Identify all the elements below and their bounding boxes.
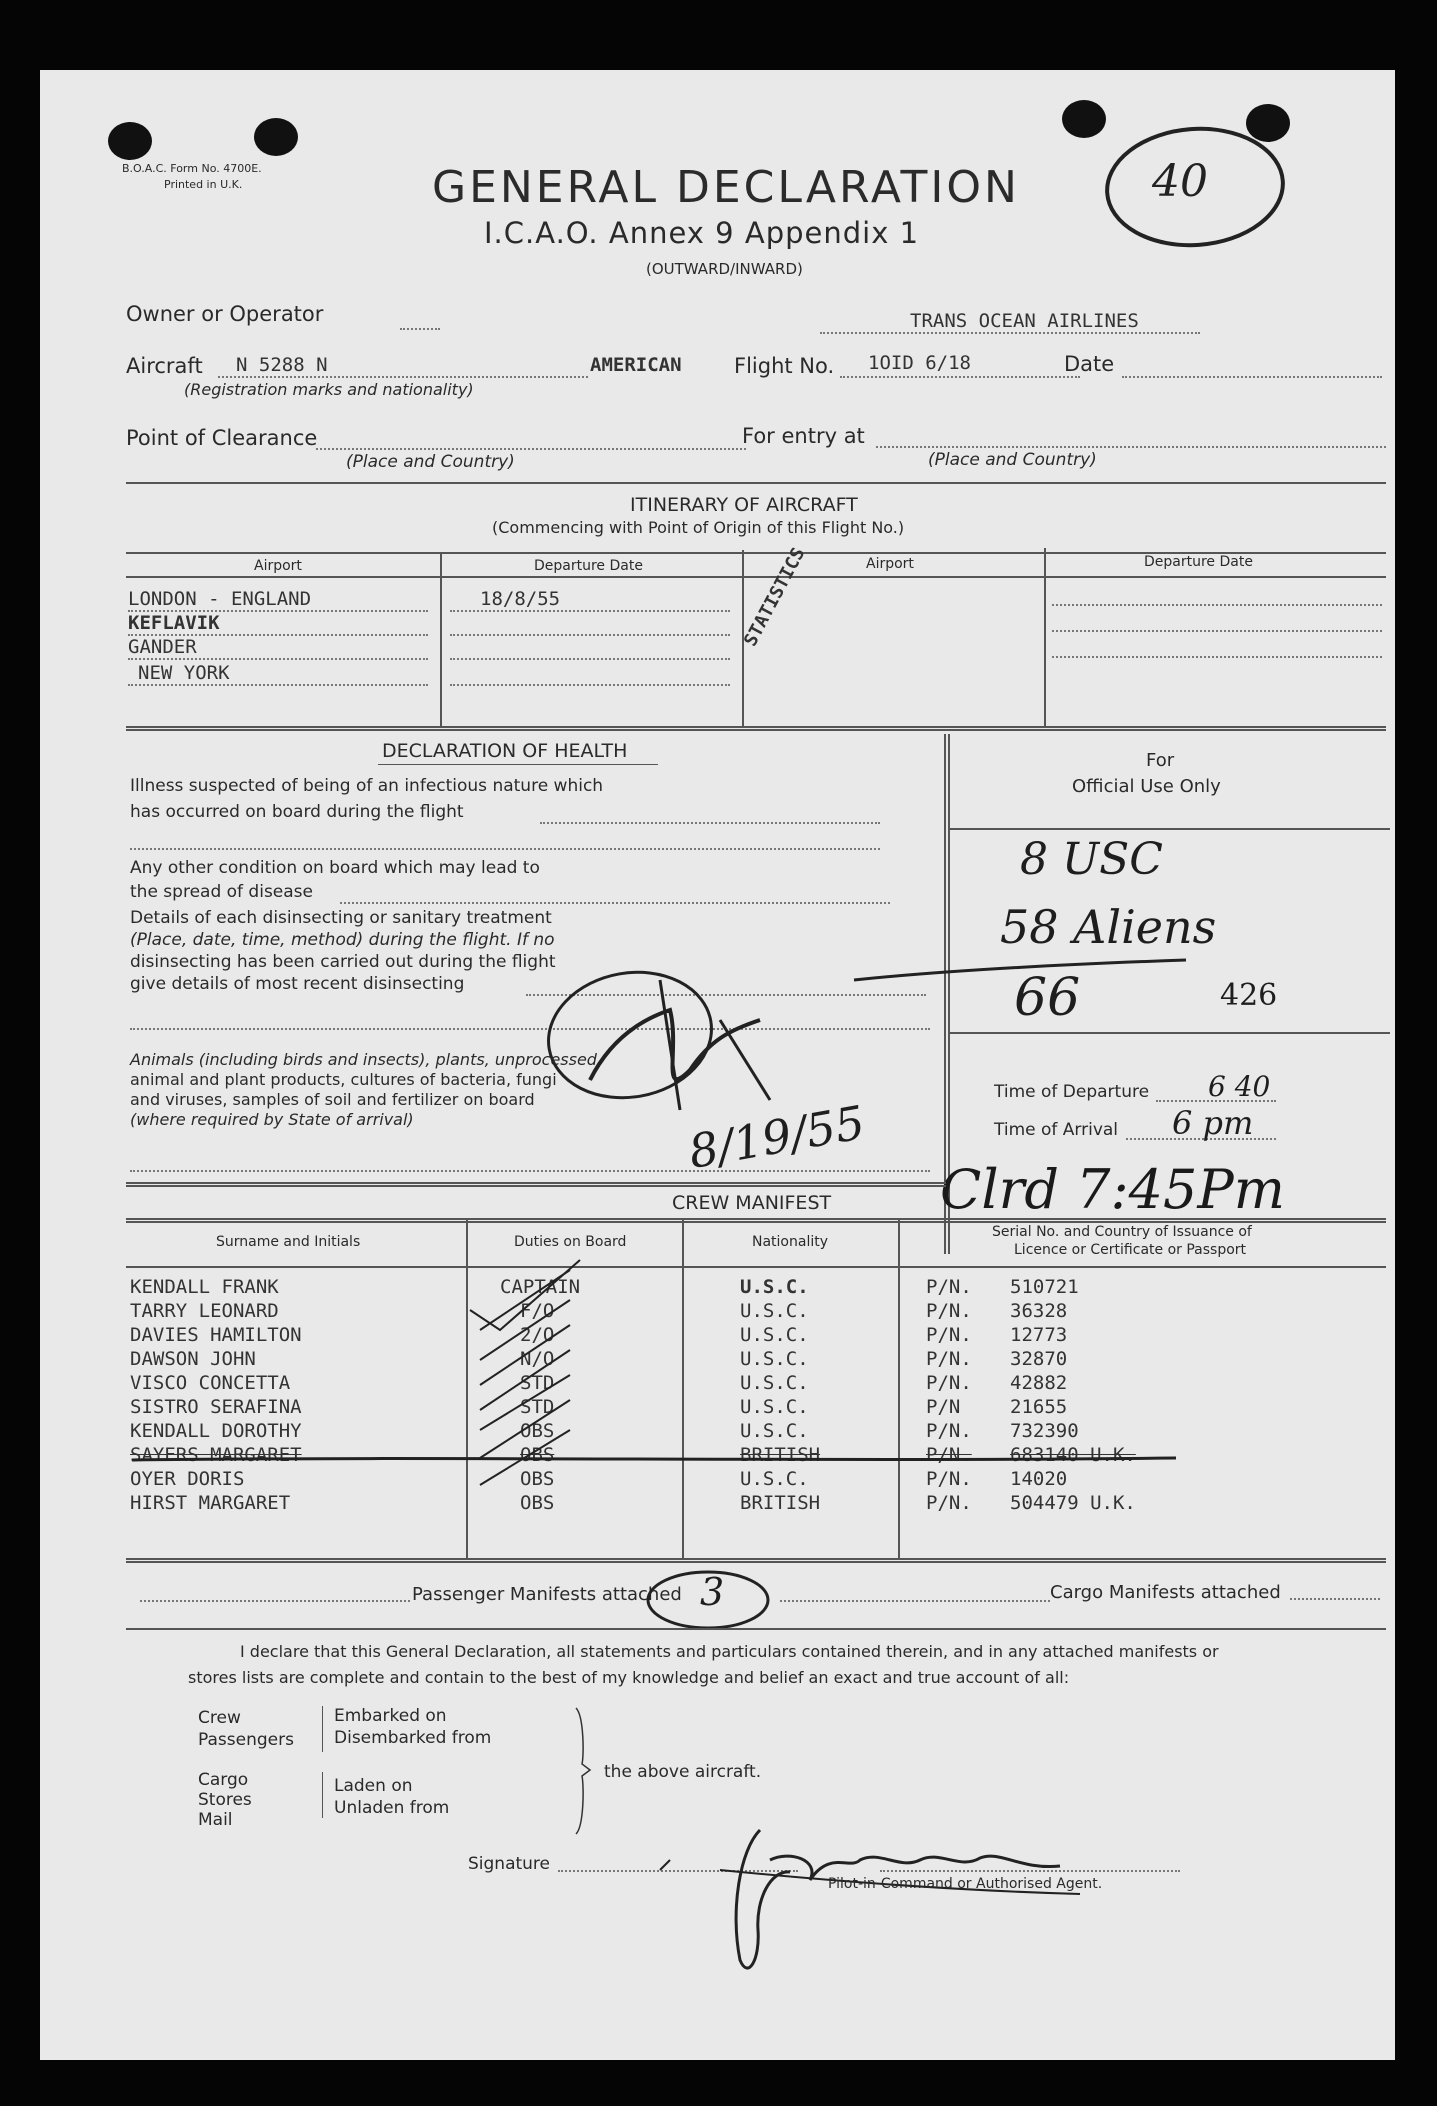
declaration-form — [40, 70, 1395, 2060]
duty-check-marks — [460, 1230, 600, 1510]
arrival-time-value: 6 pm — [1172, 1104, 1254, 1142]
clearance-label: Point of Clearance — [126, 426, 318, 450]
laden-label: Laden on — [334, 1776, 413, 1796]
crew-col-serial-2: Licence or Certificate or Passport — [1014, 1242, 1247, 1258]
brace — [570, 1706, 600, 1836]
above-aircraft-label: the above aircraft. — [604, 1762, 762, 1782]
crew-duty: STD — [520, 1372, 555, 1394]
signer-caption: Pilot-in-Command or Authorised Agent. — [828, 1876, 1103, 1892]
condition-text-2: the spread of disease — [130, 882, 313, 902]
statistics-stamp: STATISTICS — [740, 544, 810, 650]
crew-serial: 12773 — [1010, 1324, 1068, 1346]
crew-duty: OBS — [520, 1492, 555, 1514]
arrival-time-label: Time of Arrival — [994, 1120, 1119, 1140]
itinerary-departure-date: 18/8/55 — [480, 588, 561, 610]
page-subtitle: I.C.A.O. Annex 9 Appendix 1 — [484, 216, 920, 250]
crew-name: TARRY LEONARD — [130, 1300, 279, 1322]
crew-nationality: U.S.C. — [740, 1396, 809, 1418]
crew-serial: 732390 — [1010, 1420, 1079, 1442]
crew-title: CREW MANIFEST — [672, 1192, 832, 1214]
entry-note: (Place and Country) — [928, 450, 1097, 470]
crew-nationality: U.S.C. — [740, 1420, 809, 1442]
crew-col-duty: Duties on Board — [514, 1234, 627, 1250]
animals-text-3: and viruses, samples of soil and fertilizer on board — [130, 1090, 535, 1109]
crew-pn: P/N. — [926, 1420, 972, 1442]
crew-name: DAWSON JOHN — [130, 1348, 256, 1370]
passengers-label: Passengers — [198, 1730, 294, 1750]
crew-serial: 32870 — [1010, 1348, 1068, 1370]
punch-hole — [108, 122, 152, 160]
clearance-note: (Place and Country) — [346, 452, 515, 472]
crew-row — [40, 1468, 1395, 1492]
crew-pn: P/N. — [926, 1372, 972, 1394]
illness-text-1: Illness suspected of being of an infectious nature which — [130, 776, 604, 796]
punch-hole — [254, 118, 298, 156]
crew-col-name: Surname and Initials — [216, 1234, 361, 1250]
crew-pn: P/N. — [926, 1444, 972, 1466]
crew-duty: F/O — [520, 1300, 555, 1322]
printed-note: Printed in U.K. — [164, 178, 243, 191]
official-note-1: 8 USC — [1020, 834, 1163, 885]
itinerary-stop: KEFLAVIK — [128, 612, 220, 634]
pilot-signature — [620, 1810, 1120, 1990]
crew-nationality: U.S.C. — [740, 1372, 809, 1394]
official-title-1: For — [1146, 750, 1175, 771]
itinerary-stop: GANDER — [128, 636, 197, 658]
itinerary-title: ITINERARY OF AIRCRAFT — [630, 494, 858, 516]
health-title: DECLARATION OF HEALTH — [382, 740, 628, 762]
crew-nationality: BRITISH — [740, 1444, 821, 1466]
crew-duty: N/O — [520, 1348, 555, 1370]
official-note-2: 58 Aliens — [1000, 900, 1217, 954]
cargo-label: Cargo — [198, 1770, 249, 1790]
crew-row — [40, 1324, 1395, 1348]
entry-label: For entry at — [742, 424, 865, 448]
itinerary-stop: LONDON - ENGLAND — [128, 588, 312, 610]
crew-name: SISTRO SERAFINA — [130, 1396, 302, 1418]
crew-name: KENDALL DOROTHY — [130, 1420, 302, 1442]
passenger-manifest-count: 3 — [700, 1570, 725, 1614]
crew-strike-line — [130, 1448, 1180, 1468]
date-label: Date — [1064, 352, 1115, 376]
official-count: 426 — [1220, 978, 1278, 1013]
declaration-text-1: I declare that this General Declaration, all statements and particulars contained therein, and in any attached manifests or — [240, 1642, 1219, 1661]
itinerary-col-airport: Airport — [254, 558, 302, 574]
crew-serial: 42882 — [1010, 1372, 1068, 1394]
crew-nationality: U.S.C. — [740, 1276, 809, 1298]
itinerary-subtitle: (Commencing with Point of Origin of this Flight No.) — [492, 518, 905, 537]
official-title-2: Official Use Only — [1072, 776, 1221, 797]
animals-text-2: animal and plant products, cultures of bacteria, fungi — [130, 1070, 557, 1089]
departure-time-label: Time of Departure — [994, 1082, 1150, 1102]
crew-row — [40, 1348, 1395, 1372]
aircraft-label: Aircraft — [126, 354, 203, 378]
crew-col-serial-1: Serial No. and Country of Issuance of — [992, 1224, 1252, 1240]
crew-pn: P/N. — [926, 1348, 972, 1370]
crew-duty: OBS — [520, 1420, 555, 1442]
crew-duty: 2/O — [520, 1324, 555, 1346]
mail-label: Mail — [198, 1810, 233, 1830]
crew-duty: OBS — [520, 1444, 555, 1466]
disinsect-text-1: Details of each disinsecting or sanitary treatment — [130, 908, 552, 928]
crew-serial: 510721 — [1010, 1276, 1079, 1298]
crew-name: DAVIES HAMILTON — [130, 1324, 302, 1346]
form-number: B.O.A.C. Form No. 4700E. — [122, 162, 262, 175]
crew-nationality: U.S.C. — [740, 1468, 809, 1490]
direction-note: (OUTWARD/INWARD) — [646, 260, 803, 278]
flight-no-value: 1OID 6/18 — [868, 352, 971, 374]
animals-text-1: Animals (including birds and insects), plants, unprocessed — [130, 1050, 597, 1069]
crew-nationality: U.S.C. — [740, 1348, 809, 1370]
crew-pn: P/N. — [926, 1492, 972, 1514]
cargo-manifest-label: Cargo Manifests attached — [1050, 1582, 1281, 1603]
crew-row — [40, 1300, 1395, 1324]
nationality-value: AMERICAN — [590, 354, 682, 376]
disinsect-text-2: (Place, date, time, method) during the flight. If no — [130, 930, 555, 950]
crew-serial: 14020 — [1010, 1468, 1068, 1490]
owner-label: Owner or Operator — [126, 302, 324, 326]
crew-duty: OBS — [520, 1468, 555, 1490]
stores-label: Stores — [198, 1790, 252, 1810]
crew-name: VISCO CONCETTA — [130, 1372, 291, 1394]
crew-pn: P/N — [926, 1396, 961, 1418]
disinsect-text-3: disinsecting has been carried out during the flight — [130, 952, 556, 972]
official-total: 66 — [1014, 968, 1081, 1028]
crew-pn: P/N. — [926, 1468, 972, 1490]
embarked-label: Embarked on — [334, 1706, 447, 1726]
crew-row — [40, 1372, 1395, 1396]
itinerary-col-departure-2: Departure Date — [1144, 554, 1253, 570]
declaration-text-2: stores lists are complete and contain to the best of my knowledge and belief an exact and true account of all: — [188, 1668, 1070, 1687]
illness-text-2: has occurred on board during the flight — [130, 802, 464, 822]
crew-row — [40, 1492, 1395, 1516]
clearance-note-handwritten: Clrd 7:45Pm — [940, 1158, 1285, 1221]
crew-serial: 504479 U.K. — [1010, 1492, 1136, 1514]
health-officer-date: 8/19/55 — [684, 1095, 869, 1179]
itinerary-col-airport-2: Airport — [866, 556, 914, 572]
flight-no-label: Flight No. — [734, 354, 835, 378]
circled-number: 40 — [1152, 156, 1208, 207]
crew-col-nationality: Nationality — [752, 1234, 829, 1250]
animals-text-4: (where required by State of arrival) — [130, 1110, 414, 1129]
crew-duty: CAPTAIN — [500, 1276, 581, 1298]
itinerary-col-departure: Departure Date — [534, 558, 643, 574]
crew-nationality: U.S.C. — [740, 1324, 809, 1346]
crew-label: Crew — [198, 1708, 241, 1728]
crew-row — [40, 1420, 1395, 1444]
condition-text-1: Any other condition on board which may lead to — [130, 858, 540, 878]
crew-row — [40, 1396, 1395, 1420]
crew-duty: STD — [520, 1396, 555, 1418]
crew-pn: P/N. — [926, 1300, 972, 1322]
crew-serial: 21655 — [1010, 1396, 1068, 1418]
departure-time-value: 6 40 — [1208, 1070, 1271, 1103]
page-title: GENERAL DECLARATION — [432, 162, 1020, 213]
unladen-label: Unladen from — [334, 1798, 450, 1818]
crew-pn: P/N. — [926, 1324, 972, 1346]
crew-pn: P/N. — [926, 1276, 972, 1298]
crew-row — [40, 1276, 1395, 1300]
registration-note: (Registration marks and nationality) — [184, 380, 474, 399]
owner-value: TRANS OCEAN AIRLINES — [910, 310, 1139, 332]
signature-label: Signature — [468, 1854, 551, 1874]
aircraft-value: N 5288 N — [236, 354, 328, 376]
crew-serial: 36328 — [1010, 1300, 1068, 1322]
crew-nationality: BRITISH — [740, 1492, 821, 1514]
crew-serial: 683140 U.K. — [1010, 1444, 1136, 1466]
crew-name: SAYERS MARGARET — [130, 1444, 302, 1466]
disinsect-text-4: give details of most recent disinsecting — [130, 974, 465, 994]
itinerary-stop: NEW YORK — [138, 662, 230, 684]
disembarked-label: Disembarked from — [334, 1728, 492, 1748]
passenger-manifest-label: Passenger Manifests attached — [412, 1584, 682, 1605]
crew-name: HIRST MARGARET — [130, 1492, 291, 1514]
crew-name: OYER DORIS — [130, 1468, 245, 1490]
crew-name: KENDALL FRANK — [130, 1276, 279, 1298]
crew-nationality: U.S.C. — [740, 1300, 809, 1322]
